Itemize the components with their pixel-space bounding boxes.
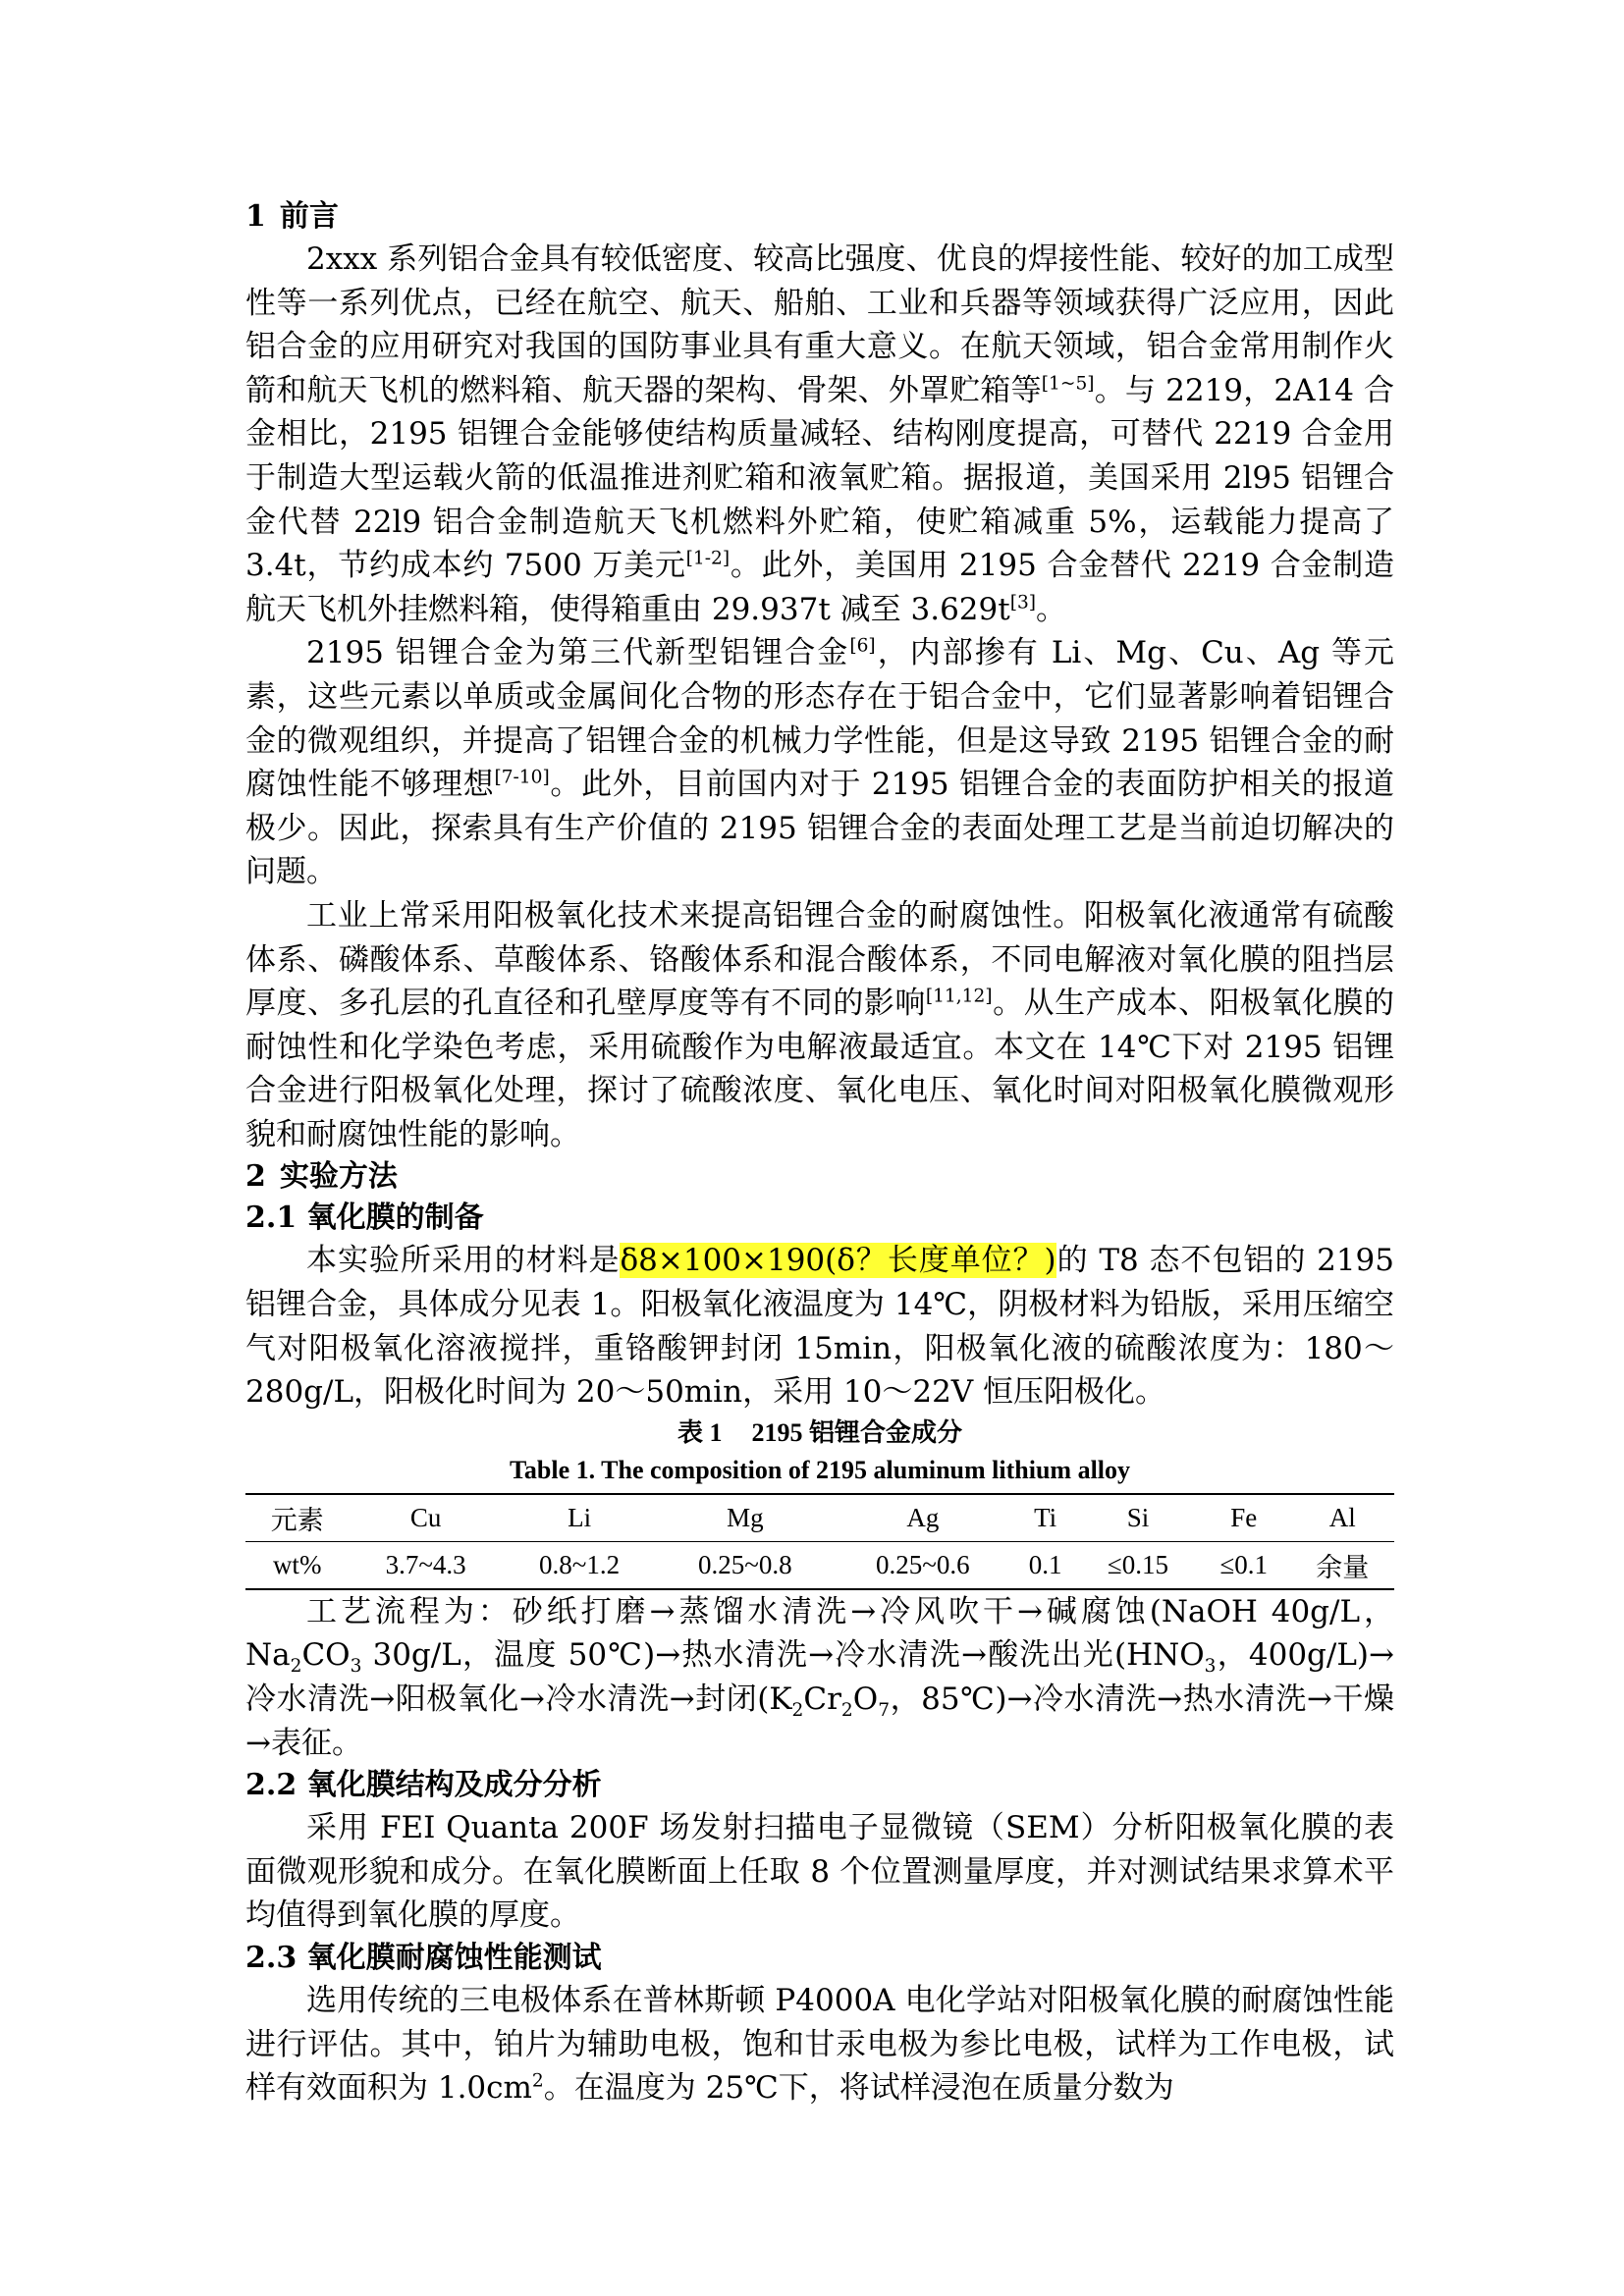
section-title: 实验方法: [279, 1159, 398, 1195]
text-run: 工艺流程为：砂纸打磨→蒸馏水清洗→冷风吹干→碱腐蚀(NaOH 40g/L，Na: [245, 1593, 1394, 1674]
table-cell: ≤0.15: [1107, 1549, 1168, 1579]
methods-paragraph-1: [245, 1239, 1394, 1414]
subsection-2-3-heading: 2.3 氧化膜耐腐蚀性能测试: [245, 1941, 602, 1975]
table-cell: 0.8~1.2: [539, 1549, 621, 1579]
table-cell: 3.7~4.3: [385, 1549, 466, 1579]
superscript: 2: [531, 2070, 544, 2092]
table-label: 表 1: [677, 1417, 723, 1447]
table-caption-en: Table 1. The composition of 2195 aluminum lithium alloy: [509, 1455, 1131, 1484]
sem-paragraph: 采用 FEI Quanta 200F 场发射扫描电子显微镜（SEM）分析阳极氧化膜的表面微观形貌和成分。在氧化膜断面上任取 8 个位置测量厚度，并对测试结果求算术平均值得到氧化膜的厚度。: [245, 1810, 1394, 1934]
text-run: ，85℃)→冷水清洗→热水清洗→干燥→表征。: [245, 1682, 1394, 1761]
page-content: [245, 196, 1394, 2110]
subscript: 7: [878, 1700, 891, 1722]
table-title: 2195 铝锂合金成分: [751, 1417, 963, 1447]
table-header-cell: Li: [568, 1502, 592, 1532]
table-cell: 0.1: [1028, 1549, 1062, 1579]
table-cell: wt%: [272, 1549, 322, 1579]
table-header-cell: Ti: [1034, 1502, 1057, 1532]
text-run: 工业上常采用阳极氧化技术来提高铝锂合金的耐腐蚀性。阳极氧化液通常有硫酸体系、磷酸体系、草酸体系、铬酸体系和混合酸体系，不同电解液对氧化膜的阻挡层厚度、多孔层的孔直径和孔壁厚度等有不同的影响: [245, 897, 1394, 1022]
table-row: [245, 1541, 1394, 1589]
text-run: 2xxx 系列铝合金具有较低密度、较高比强度、优良的焊接性能、较好的加工成型性等一系列优点，已经在航空、航天、船舶、工业和兵器等领域获得广泛应用，因此铝合金的应用研究对我国的国防事业具有重大意义。在航天领域，铝合金常用制作火箭和航天飞机的燃料箱、航天器的架构、骨架、外罩贮箱等: [245, 241, 1394, 408]
text-run: 选用传统的三电极体系在普林斯顿 P4000A 电化学站对阳极氧化膜的耐腐蚀性能进行评估。其中，铂片为辅助电极，饱和甘汞电极为参比电极，试样为工作电极，试样有效面积为 1.0cm: [245, 1983, 1394, 2107]
subscript: 2: [840, 1700, 853, 1722]
intro-paragraph-2: [245, 631, 1394, 894]
text-run: 。此外，目前国内对于 2195 铝锂合金的表面防护相关的报道极少。因此，探索具有生产价值的 2195 铝锂合金的表面处理工艺是当前迫切解决的问题。: [245, 767, 1394, 890]
text-run: ，内部掺有 Li、Mg、Cu、Ag 等元素，这些元素以单质或金属间化合物的形态存在于铝合金中，它们显著影响着铝锂合金的微观组织，并提高了铝锂合金的机械力学性能，但是这导致 2195 铝锂合金的耐腐蚀性能不够理想: [245, 635, 1394, 803]
process-flow-paragraph: [245, 1590, 1394, 1765]
table-header-cell: 元素: [270, 1505, 324, 1535]
text-run: 。从生产成本、阳极氧化膜的耐蚀性和化学染色考虑，采用硫酸作为电解液最适宜。本文在 14℃下对 2195 铝锂合金进行阳极氧化处理，探讨了硫酸浓度、氧化电压、氧化时间对阳极氧化膜微观形貌和耐腐蚀性能的影响。: [245, 986, 1394, 1152]
subscript: 3: [1204, 1656, 1217, 1678]
subsection-2-2-heading: 2.2 氧化膜结构及成分分析: [245, 1768, 602, 1803]
text-run: 30g/L，温度 50℃)→热水清洗→冷水清洗→酸洗出光(HNO: [361, 1637, 1205, 1674]
table-cell: 0.25~0.8: [698, 1549, 792, 1579]
text-run: 。: [1036, 591, 1067, 627]
citation: [11,12]: [925, 986, 993, 1007]
citation: [6]: [849, 636, 876, 658]
text-run: Cr: [803, 1682, 841, 1718]
text-run: CO: [301, 1637, 351, 1674]
section-title: 前言: [279, 199, 339, 234]
table-header-cell: Fe: [1230, 1502, 1258, 1532]
citation: [7-10]: [494, 767, 550, 788]
text-run: O: [852, 1682, 879, 1718]
table-header-cell: Cu: [409, 1502, 442, 1532]
table-cell: ≤0.1: [1219, 1549, 1269, 1579]
intro-paragraph-1: [245, 238, 1394, 631]
text-run: ，400g/L)→冷水清洗→阳极氧化→冷水清洗→封闭(K: [245, 1637, 1394, 1718]
section-1-heading: [245, 196, 1394, 238]
text-run: 的 T8 态不包铝的 2195 铝锂合金，具体成分见表 1。阳极氧化液温度为 14℃，阴极材料为铅版，采用压缩空气对阳极氧化溶液搅拌，重铬酸钾封闭 15min，阳极氧化液的硫酸浓度为：180～280g/L，阳极化时间为 20～50min，采用 10～22V 恒压阳极化。: [245, 1243, 1394, 1411]
table-header-cell: Al: [1328, 1502, 1356, 1532]
section-number: 2: [245, 1159, 266, 1195]
text-run: 。与 2219，2A14 合金相比，2195 铝锂合金能够使结构质量减轻、结构刚度提高，可替代 2219 合金用于制造大型运载火箭的低温推进剂贮箱和液氧贮箱。据报道，美国采用 2l95 铝锂合金代替 22l9 铝合金制造航天飞机燃料外贮箱，使贮箱减重 5%，运载能力提高了 3.4t，节约成本约 7500 万美元: [245, 372, 1394, 584]
subscript: 3: [350, 1656, 362, 1678]
citation: [1~5]: [1041, 373, 1095, 395]
citation: [1-2]: [685, 548, 731, 569]
section-2-heading: [245, 1156, 1394, 1198]
table-cell: 0.25~0.6: [876, 1549, 970, 1579]
citation: [3]: [1009, 592, 1037, 614]
table-header-cell: Mg: [727, 1502, 764, 1532]
subscript: 2: [290, 1656, 302, 1678]
table-header-cell: Ag: [906, 1502, 940, 1532]
subsection-2-1-heading: 2.1 氧化膜的制备: [245, 1201, 484, 1236]
table-header-cell: Si: [1126, 1502, 1150, 1532]
section-number: 1: [245, 199, 266, 234]
table-header-row: [245, 1494, 1394, 1542]
table-caption-cn: [245, 1415, 1394, 1452]
corrosion-test-paragraph: [245, 1979, 1394, 2110]
composition-table: [245, 1493, 1394, 1590]
intro-paragraph-3: [245, 894, 1394, 1157]
highlighted-comment: δ8×100×190(δ？长度单位？): [620, 1243, 1056, 1279]
text-run: 。此外，美国用 2195 合金替代 2219 合金制造航天飞机外挂燃料箱，使得箱重由 29.937t 减至 3.629t: [245, 548, 1395, 627]
table-cell: 余量: [1316, 1552, 1370, 1582]
subscript: 2: [791, 1700, 804, 1722]
text-run: 2195 铝锂合金为第三代新型铝锂合金: [306, 635, 850, 671]
text-run: 本实验所采用的材料是: [306, 1243, 621, 1279]
text-run: 。在温度为 25℃下，将试样浸泡在质量分数为: [543, 2070, 1174, 2107]
